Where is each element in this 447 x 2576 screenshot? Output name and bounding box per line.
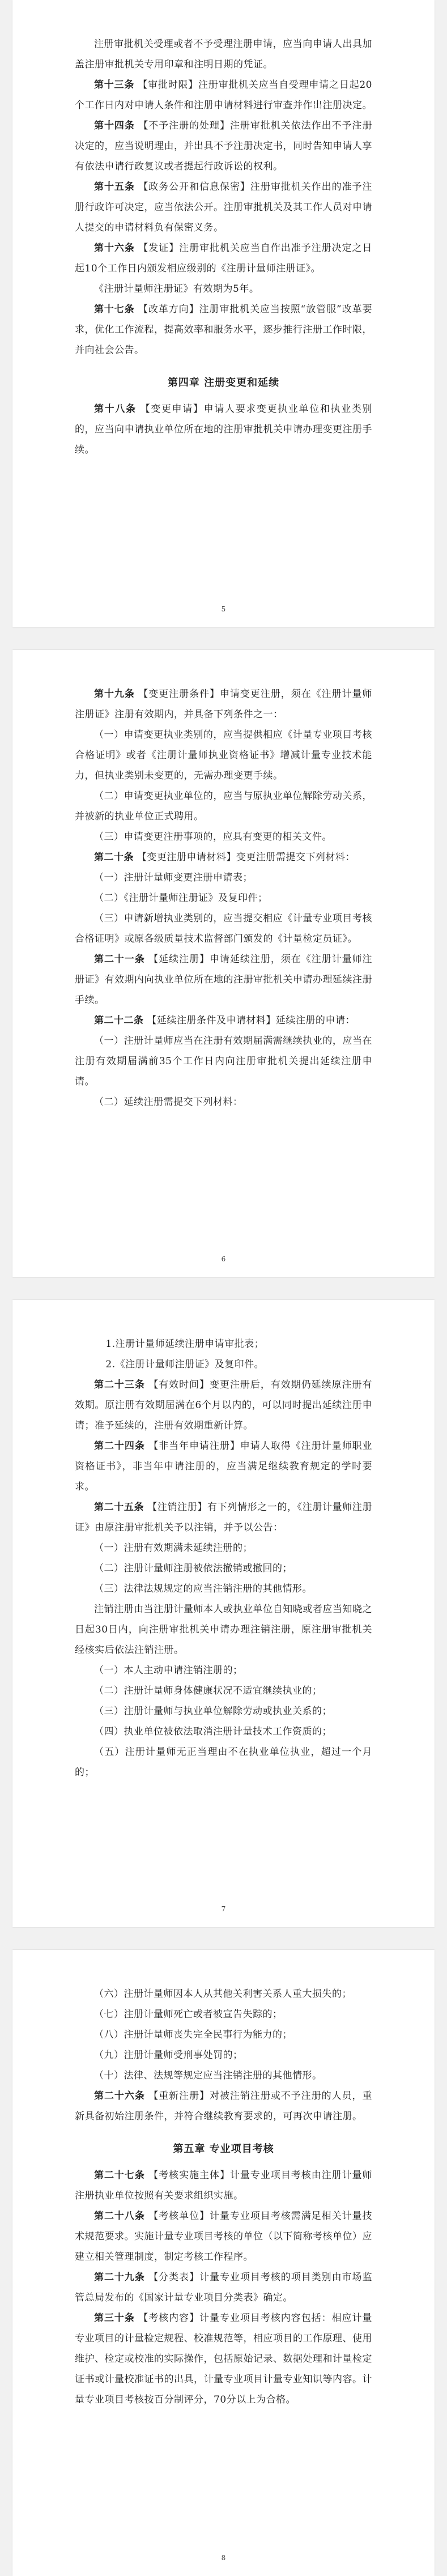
article-paragraph bbox=[75, 2267, 372, 2308]
body-paragraph bbox=[75, 2065, 372, 2086]
paragraph-text: 【分类表】计量专业项目考核的项目类别由市场监管总局发布的《国家计量专业项目分类表》确定。 bbox=[75, 2272, 373, 2303]
article-paragraph bbox=[75, 847, 372, 868]
body-paragraph bbox=[75, 1721, 372, 1742]
article-number: 第十七条 bbox=[94, 304, 135, 315]
body-paragraph bbox=[75, 279, 372, 299]
paragraph-text: （二）《注册计量师注册证》及复印件； bbox=[94, 892, 268, 904]
paragraph-text: （七）注册计量师死亡或者被宣告失踪的； bbox=[94, 2009, 283, 2020]
body-paragraph bbox=[75, 888, 372, 908]
paragraph-text: （二）延续注册需提交下列材料： bbox=[94, 1096, 243, 1108]
article-paragraph bbox=[75, 116, 372, 177]
paragraph-text: 【审批时限】注册审批机关应当自受理申请之日起20个工作日内对申请人条件和注册申请材料进行审查并作出注册决定。 bbox=[75, 79, 373, 111]
article-number: 第二十三条 bbox=[94, 1379, 145, 1391]
body-paragraph bbox=[75, 1538, 372, 1558]
document-page-3 bbox=[12, 1300, 435, 1927]
article-paragraph bbox=[75, 177, 372, 238]
page-number: 6 bbox=[221, 1255, 226, 1263]
paragraph-text: 【有效时间】变更注册后，有效期仍延续原注册有效期。原注册有效期届满在6个月以内的，可以同时提出延续注册申请；准予延续的，注册有效期重新计算。 bbox=[75, 1379, 373, 1431]
article-paragraph bbox=[75, 1436, 372, 1497]
paragraph-text: （三）申请变更注册事项的，应具有变更的相关文件。 bbox=[94, 831, 332, 843]
paragraph-text: 【变更注册申请材料】变更注册需提交下列材料： bbox=[137, 852, 355, 863]
article-paragraph bbox=[75, 75, 372, 116]
article-number: 第二十六条 bbox=[94, 2090, 145, 2102]
article-number: 第二十九条 bbox=[94, 2272, 145, 2283]
page-3-body bbox=[75, 1334, 372, 1783]
article-paragraph bbox=[75, 1497, 372, 1538]
paragraph-text: 【非当年申请注册】申请人取得《注册计量师职业资格证书》，非当年申请注册的，应当满足继续教育规定的学时要求。 bbox=[75, 1440, 373, 1493]
body-paragraph bbox=[75, 1031, 372, 1092]
paragraph-text: 【改革方向】注册审批机关应当按照“放管服”改革要求，优化工作流程，提高效率和服务水平，逐步推行注册工作时限，并向社会公告。 bbox=[75, 304, 372, 356]
paragraph-text: （一）申请变更执业类别的，应当提供相应《计量专业项目考核合格证明》或者《注册计量师执业资格证书》增减计量专业技术能力，但执业类别未变更的，无需办理变更手续。 bbox=[75, 729, 372, 781]
paragraph-text: （一）注册有效期满未延续注册的； bbox=[94, 1542, 253, 1554]
article-number: 第二十条 bbox=[94, 852, 134, 863]
body-paragraph bbox=[75, 1681, 372, 1701]
page-2-body bbox=[75, 684, 372, 1112]
paragraph-text: 【不予注册的处理】注册审批机关依法作出不予注册决定的，应当说明理由，并出具不予注册决定书，同时告知申请人享有依法申请行政复议或者提起行政诉讼的权利。 bbox=[75, 120, 373, 172]
paragraph-text: 【延续注册条件及申请材料】延续注册的申请： bbox=[147, 1015, 355, 1026]
paragraph-text: 【延续注册】申请延续注册，须在《注册计量师注册证》有效期内向执业单位所在地的注册审批机关申请办理延续注册手续。 bbox=[75, 954, 373, 1006]
paragraph-text: （四）执业单位被依法取消注册计量技术工作资质的； bbox=[94, 1726, 332, 1737]
document-page-2 bbox=[12, 650, 435, 1277]
article-paragraph bbox=[75, 2206, 372, 2267]
body-paragraph bbox=[75, 1984, 372, 2004]
article-number: 第二十四条 bbox=[94, 1440, 145, 1452]
chapter-heading: 第五章 专业项目考核 bbox=[173, 2143, 274, 2155]
body-paragraph bbox=[75, 1599, 372, 1660]
article-paragraph bbox=[75, 2086, 372, 2127]
paragraph-text: （六）注册计量师因本人从其他关利害关系人重大损失的； bbox=[94, 1988, 352, 2000]
page-number: 7 bbox=[221, 1905, 226, 1913]
article-paragraph bbox=[75, 949, 372, 1010]
body-paragraph bbox=[75, 2045, 372, 2065]
body-paragraph bbox=[75, 2004, 372, 2025]
paragraph-text: 【注销注册】有下列情形之一的，《注册计量师注册证》由原注册审批机关予以注销，并予以公告： bbox=[75, 1502, 373, 1533]
body-paragraph bbox=[75, 827, 372, 847]
article-paragraph bbox=[75, 1375, 372, 1436]
article-number: 第十四条 bbox=[94, 120, 135, 131]
paragraph-text: （三）注册计量师与执业单位解除劳动或执业关系的； bbox=[94, 1706, 332, 1717]
paragraph-text: （一）本人主动申请注销注册的； bbox=[94, 1665, 243, 1676]
paragraph-text: 1.注册计量师延续注册申请审批表； bbox=[105, 1338, 265, 1350]
page-4-body bbox=[75, 1984, 372, 2410]
paragraph-text: 【发证】注册审批机关应当自作出准予注册决定之日起10个工作日内颁发相应级别的《注册计量师注册证》。 bbox=[75, 243, 373, 274]
paragraph-text: 【变更注册条件】申请变更注册，须在《注册计量师注册证》注册有效期内，并具备下列条件之一： bbox=[75, 688, 373, 720]
chapter-heading: 第四章 注册变更和延续 bbox=[167, 377, 280, 389]
article-number: 第二十八条 bbox=[94, 2211, 145, 2222]
body-paragraph bbox=[75, 1742, 372, 1783]
body-paragraph bbox=[75, 786, 372, 827]
body-paragraph bbox=[75, 1660, 372, 1681]
body-paragraph bbox=[75, 1701, 372, 1721]
body-paragraph bbox=[75, 868, 372, 888]
body-paragraph bbox=[75, 2025, 372, 2045]
page-number: 5 bbox=[221, 605, 226, 613]
paragraph-text: （一）注册计量师应当在注册有效期届满需继续执业的，应当在注册有效期届满前35个工作日内向注册审批机关提出延续注册申请。 bbox=[75, 1035, 372, 1087]
body-paragraph bbox=[75, 725, 372, 786]
paragraph-text: （三）申请新增执业类别的，应当提交相应《计量专业项目考核合格证明》或原各级质量技术监督部门颁发的《计量检定员证》。 bbox=[75, 913, 372, 945]
article-paragraph bbox=[75, 399, 372, 460]
paragraph-text: （一）注册计量师变更注册申请表； bbox=[94, 872, 253, 883]
paragraph-text: （九）注册计量师受刑事处罚的； bbox=[94, 2050, 243, 2061]
paragraph-text: （三）法律法规规定的应当注销注册的其他情形。 bbox=[94, 1583, 312, 1595]
paragraph-text: （二）申请变更执业单位的，应当与原执业单位解除劳动关系，并被新的执业单位正式聘用。 bbox=[75, 790, 372, 822]
body-paragraph bbox=[75, 1334, 372, 1354]
page-1-body bbox=[75, 34, 372, 460]
body-paragraph bbox=[75, 1354, 372, 1375]
paragraph-text: 《注册计量师注册证》有效期为5年。 bbox=[94, 283, 259, 295]
article-number: 第二十一条 bbox=[94, 954, 145, 965]
body-paragraph bbox=[75, 1558, 372, 1579]
article-number: 第二十五条 bbox=[94, 1502, 144, 1513]
article-number: 第十三条 bbox=[94, 79, 135, 91]
paragraph-text: 2.《注册计量师注册证》及复印件。 bbox=[105, 1359, 265, 1370]
article-paragraph bbox=[75, 238, 372, 279]
document-page-1 bbox=[12, 0, 435, 627]
paragraph-text: 【考核内容】计量专业项目考核内容包括：相应计量专业项目的计量检定规程、校准规范等，相应项目的工作原理、使用维护、检定或校准的实际操作，包括原始记录、数据处理和计量检定证书或计量校准证书的出具，计量专业项目计量专业知识等内容。计量专业项目考核按百分制评分，70分以上为合格。 bbox=[75, 2313, 373, 2405]
paragraph-text: （二）注册计量师注册被依法撤销或撤回的； bbox=[94, 1563, 292, 1574]
article-paragraph bbox=[75, 299, 372, 360]
paragraph-text: （十）法律、法规等规定应当注销注册的其他情形。 bbox=[94, 2070, 322, 2081]
document-page-4 bbox=[12, 1950, 435, 2576]
paragraph-text: 【政务公开和信息保密】注册审批机关作出的准予注册行政许可决定，应当依法公开。注册审批机关及其工作人员对申请人提交的申请材料负有保密义务。 bbox=[75, 181, 373, 233]
article-number: 第二十七条 bbox=[94, 2170, 145, 2181]
article-paragraph bbox=[75, 684, 372, 725]
paragraph-text: （八）注册计量师丧失完全民事行为能力的； bbox=[94, 2029, 292, 2041]
article-number: 第二十二条 bbox=[94, 1015, 144, 1026]
paragraph-text: 【重新注册】对被注销注册或不予注册的人员，重新具备初始注册条件，并符合继续教育要求的，可再次申请注册。 bbox=[75, 2090, 373, 2122]
article-number: 第十五条 bbox=[94, 181, 135, 193]
paragraph-text: 【变更申请】申请人要求变更执业单位和执业类别的，应当向申请执业单位所在地的注册审批机关申请办理变更注册手续。 bbox=[75, 403, 373, 456]
article-number: 第十八条 bbox=[94, 403, 137, 415]
paragraph-text: （五）注册计量师无正当理由不在执业单位执业，超过一个月的； bbox=[75, 1746, 372, 1778]
article-paragraph bbox=[75, 1010, 372, 1031]
page-number: 8 bbox=[221, 2554, 226, 2562]
body-paragraph bbox=[75, 908, 372, 949]
article-paragraph bbox=[75, 2165, 372, 2206]
paragraph-text: 注册审批机关受理或者不予受理注册申请，应当向申请人出具加盖注册审批机关专用印章和注明日期的凭证。 bbox=[75, 39, 372, 70]
body-paragraph bbox=[75, 1579, 372, 1599]
paragraph-text: 注销注册由当注册计量师本人或执业单位自知晓或者应当知晓之日起30日内，向注册审批机关申请办理注销注册，原注册审批机关经核实后依法注销注册。 bbox=[75, 1604, 372, 1656]
article-number: 第十六条 bbox=[94, 243, 135, 254]
body-paragraph bbox=[75, 1092, 372, 1112]
paragraph-text: 【考核实施主体】计量专业项目考核由注册计量师注册执业单位按照有关要求组织实施。 bbox=[75, 2170, 373, 2201]
article-number: 第十九条 bbox=[94, 688, 135, 700]
article-paragraph bbox=[75, 2308, 372, 2410]
body-paragraph bbox=[75, 34, 372, 75]
paragraph-text: 【考核单位】计量专业项目考核需满足相关计量技术规范要求。实施计量专业项目考核的单位（以下简称考核单位）应建立相关管理制度，制定考核工作程序。 bbox=[75, 2211, 373, 2263]
paragraph-text: （二）注册计量师身体健康状况不适宜继续执业的； bbox=[94, 1685, 322, 1697]
article-number: 第三十条 bbox=[94, 2313, 135, 2324]
